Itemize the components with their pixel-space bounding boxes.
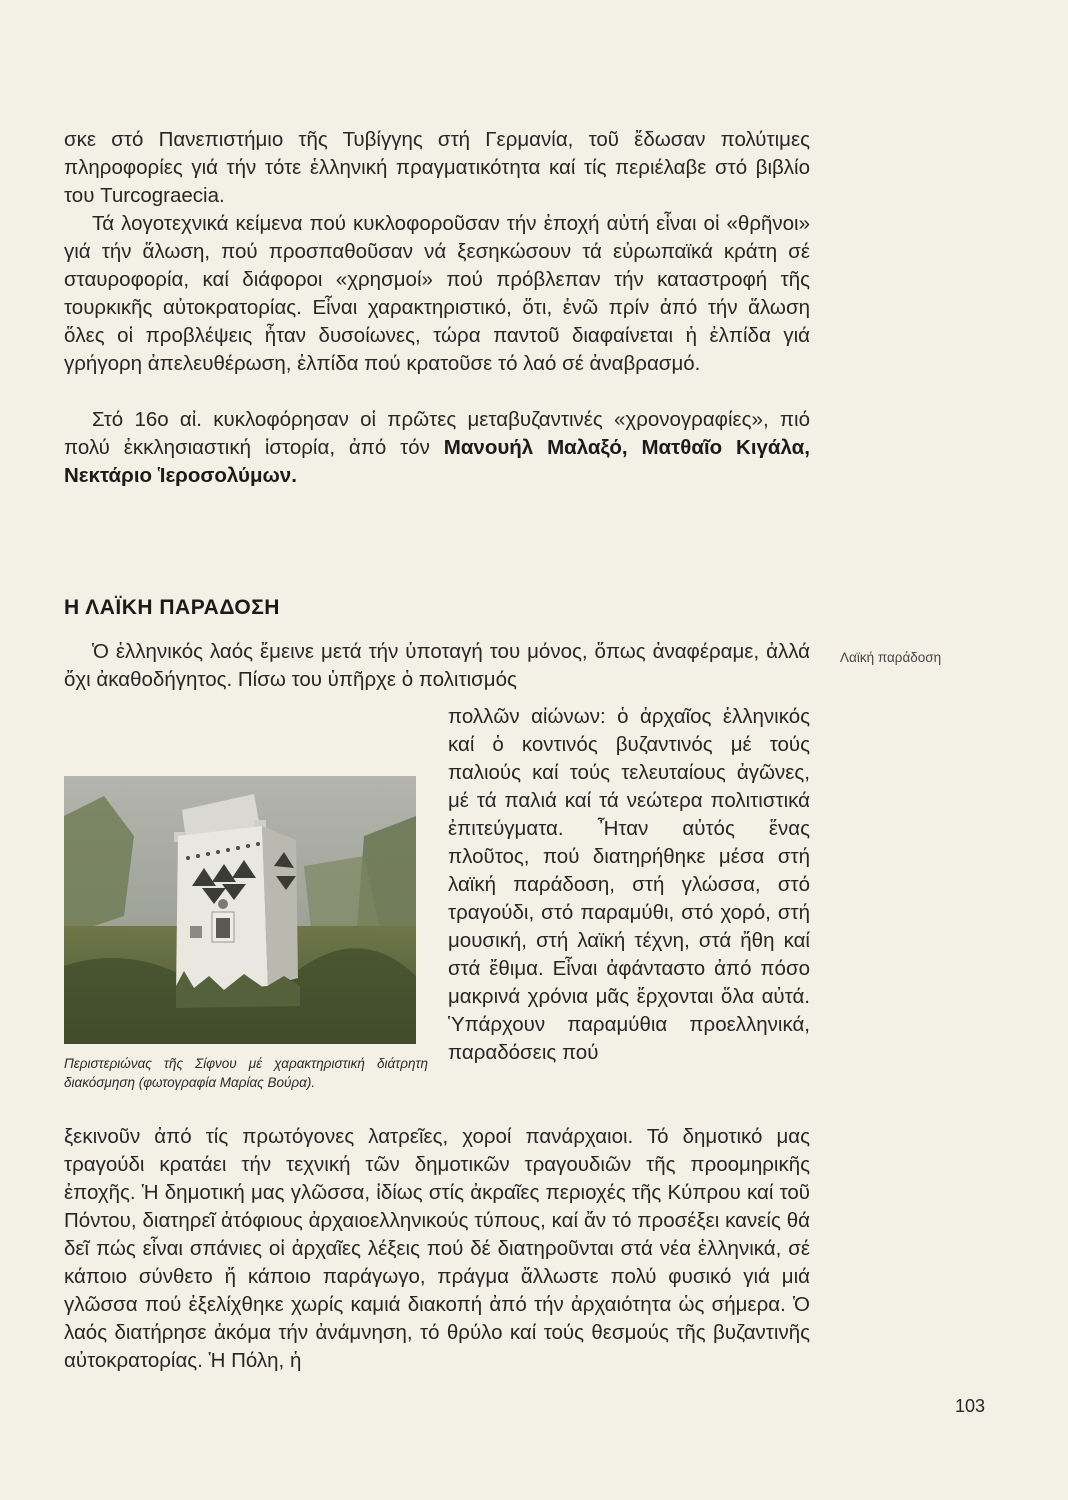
paragraph-folk-tradition-wrap: πολλῶν αἰώνων: ὁ ἀρχαῖος ἑλληνικός καί ὁ κοντινός βυζαντινός μέ τούς παλιούς καί τούς τελευταίους ἀγῶνες, μέ τά παλιά καί τά νεώτερα πολιτιστικά ἐπιτεύγματα. Ἦταν αὐτός ἕνας πλοῦτος, πού διατηρήθηκε μέσα στή λαϊκή παράδοση, στή γλώσσα, στό τραγούδι, στό παραμύθι, στό χορό, στή μουσική, στή λαϊκή τέχνη, στά ἤθη καί στά ἔθιμα. Εἶναι ἀφάνταστο ἀπό πόσο μακρινά χρόνια μᾶς ἔρχονται ὅλα αὐτά. Ὑπάρχουν παραμύθια προελληνικά, παραδόσεις πού <box>448 705 810 1064</box>
chronographers-names: Μανουήλ Μαλαξό, Ματθαῖο Κιγάλα, Νεκτάριο Ἱεροσολύμων. <box>64 436 810 487</box>
page-number: 103 <box>955 1396 986 1416</box>
paragraph-literary-texts <box>64 210 810 378</box>
paragraph-turcograecia: σκε στό Πανεπιστήμιο τῆς Τυβίγγης στή Γερμανία, τοῦ ἔδωσαν πολύτιμες πληροφορίες γιά τήν τότε ἑλληνική πραγματικότητα καί τίς περιέλαβε στό βιβλίο του Turcograecia. <box>64 128 810 207</box>
section-heading: Η ΛΑΪΚΗ ΠΑΡΑΔΟΣΗ <box>64 596 280 619</box>
dovecote-photo <box>64 776 416 1044</box>
paragraph-chronographies-text: Στό 16ο αἰ. κυκλοφόρησαν οἱ πρῶτες μεταβυζαντινές «χρονογραφίες», πιό πολύ ἐκκλησιαστική ἱστορία, ἀπό τόν <box>64 408 810 459</box>
dovecote-photo-icon <box>64 776 416 1044</box>
paragraph-chronographies <box>64 406 810 490</box>
paragraph-folk-tradition-intro <box>64 638 810 694</box>
paragraph-folk-tradition-intro-text: Ὁ ἑλληνικός λαός ἔμεινε μετά τήν ὑποταγή του μόνος, ὅπως ἀναφέραμε, ἀλλά ὄχι ἀκαθοδήγητος. Πίσω του ὑπῆρχε ὁ πολιτισμός <box>64 640 810 691</box>
paragraph-literary-texts-text: Τά λογοτεχνικά κείμενα πού κυκλοφοροῦσαν τήν ἐποχή αὐτή εἶναι οἱ «θρῆνοι» γιά τήν ἅλωση, πού προσπαθοῦσαν νά ξεσηκώσουν τά εὐρωπαϊκά κράτη σέ σταυροφορία, καί διάφοροι «χρησμοί» πού πρόβλεπαν τήν καταστροφή τῆς τουρκικῆς αὐτοκρατορίας. Εἶναι χαρακτηριστικό, ὅτι, ἐνῶ πρίν ἀπό τήν ἅλωση ὅλες οἱ προβλέψεις ἦταν δυσοίωνες, τώρα παντοῦ διαφαίνεται ἡ ἐλπίδα γιά γρήγορη ἀπελευθέρωση, ἐλπίδα πού κρατοῦσε τό λαό σέ ἀναβρασμό. <box>64 212 810 375</box>
photo-caption: Περιστεριώνας τῆς Σίφνου μέ χαρακτηριστική διάτρητη διακόσμηση (φωτογραφία Μαρίας Βούρα). <box>64 1056 428 1090</box>
paragraph-folk-tradition-continued: ξεκινοῦν ἀπό τίς πρωτόγονες λατρεῖες, χοροί πανάρχαιοι. Τό δημοτικό μας τραγούδι κρατάει τήν τεχνική τῶν δημοτικῶν τραγουδιῶν τῆς προομηρικῆς ἐποχῆς. Ἡ δημοτική μας γλῶσσα, ἰδίως στίς ἀκραῖες περιοχές τῆς Κύπρου καί τοῦ Πόντου, διατηρεῖ ἀτόφιους ἀρχαιοελληνικούς τύπους, καί ἄν τό προσέξει κανείς θά δεῖ πώς εἶναι σπάνιες οἱ ἀρχαῖες λέξεις πού δέ διατηροῦνται στά νέα ἑλληνικά, σέ κάποιο σύνθετο ἤ κάποιο παράγωγο, πράγμα ἄλλωστε πολύ φυσικό γιά μιά γλῶσσα πού ἐξελίχθηκε χωρίς καμιά διακοπή ἀπό τήν ἀρχαιότητα ὡς σήμερα. Ὁ λαός διατήρησε ἀκόμα τήν ἀνάμνηση, τό θρύλο καί τούς θεσμούς τῆς βυζαντινῆς αὐτοκρατορίας. Ἡ Πόλη, ἡ <box>64 1125 810 1372</box>
margin-note: Λαϊκή παράδοση <box>840 650 942 665</box>
